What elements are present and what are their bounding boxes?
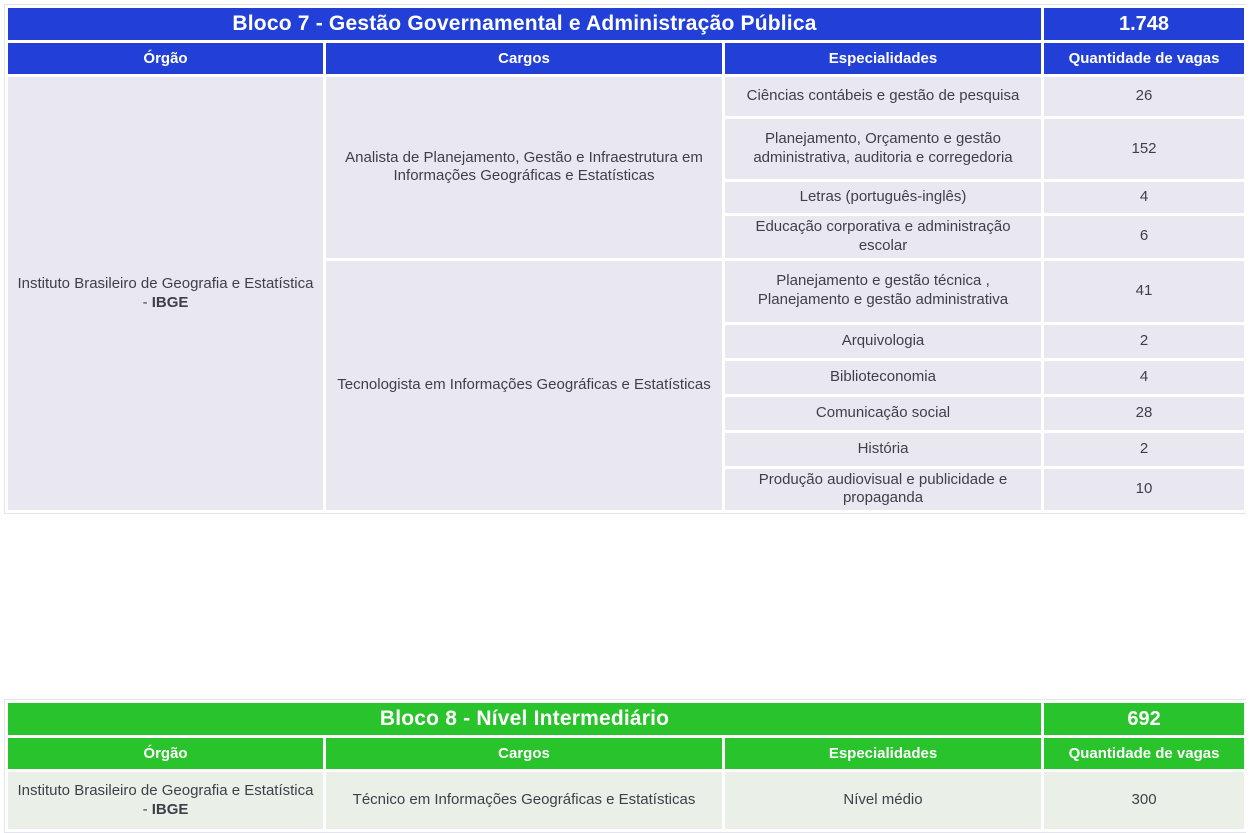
- bloco8-title: Bloco 8 - Nível Intermediário: [8, 703, 1041, 735]
- especialidade-cell: História: [725, 433, 1041, 466]
- bloco8-table-container: [4, 699, 1246, 833]
- vagas-cell: 4: [1044, 182, 1244, 213]
- especialidade-cell: Produção audiovisual e publicidade e propaganda: [725, 469, 1041, 511]
- bloco8-title-row: [8, 703, 1244, 735]
- bloco7-table: [5, 5, 1247, 513]
- especialidade-cell: Nível médio: [725, 772, 1041, 829]
- bloco8-table: [5, 700, 1247, 832]
- bloco7-col-header-quantidade: Quantidade de vagas: [1044, 43, 1244, 74]
- white-gap: [0, 514, 1250, 699]
- vagas-cell: 300: [1044, 772, 1244, 829]
- bloco7-orgao-cell: [8, 77, 323, 510]
- bloco8-column-header-row: [8, 738, 1244, 769]
- especialidade-cell: Biblioteconomia: [725, 361, 1041, 394]
- especialidade-cell: Arquivologia: [725, 325, 1041, 358]
- bloco8-orgao-cell: [8, 772, 323, 829]
- vagas-cell: 28: [1044, 397, 1244, 430]
- bloco7-col-header-cargos: Cargos: [326, 43, 722, 74]
- vagas-cell: 26: [1044, 77, 1244, 116]
- especialidade-cell: Educação corporativa e administração escolar: [725, 216, 1041, 258]
- bloco7-column-header-row: [8, 43, 1244, 74]
- table-row: [8, 772, 1244, 829]
- vagas-cell: 6: [1044, 216, 1244, 258]
- especialidade-cell: Planejamento, Orçamento e gestão administrativa, auditoria e corregedoria: [725, 119, 1041, 179]
- bloco8-col-header-especialidades: Especialidades: [725, 738, 1041, 769]
- orgao-name: Instituto Brasileiro de Geografia e Estatística -: [17, 274, 314, 311]
- especialidade-cell: Ciências contábeis e gestão de pesquisa: [725, 77, 1041, 116]
- vagas-cell: 152: [1044, 119, 1244, 179]
- bloco7-title-row: [8, 8, 1244, 40]
- bloco7-col-header-orgao: Órgão: [8, 43, 323, 74]
- vagas-cell: 2: [1044, 433, 1244, 466]
- vagas-cell: 4: [1044, 361, 1244, 394]
- bloco7-cargo-tecnologista-cell: Tecnologista em Informações Geográficas e Estatísticas: [326, 261, 722, 511]
- vagas-cell: 41: [1044, 261, 1244, 322]
- vagas-cell: 10: [1044, 469, 1244, 511]
- bloco8-col-header-quantidade: Quantidade de vagas: [1044, 738, 1244, 769]
- bloco8-col-header-orgao: Órgão: [8, 738, 323, 769]
- bloco7-total-vagas: 1.748: [1044, 8, 1244, 40]
- bloco7-col-header-especialidades: Especialidades: [725, 43, 1041, 74]
- bloco8-col-header-cargos: Cargos: [326, 738, 722, 769]
- orgao-name: Instituto Brasileiro de Geografia e Estatística -: [17, 781, 314, 818]
- orgao-acronym: IBGE: [151, 800, 189, 818]
- vagas-cell: 2: [1044, 325, 1244, 358]
- especialidade-cell: Comunicação social: [725, 397, 1041, 430]
- bloco8-total-vagas: 692: [1044, 703, 1244, 735]
- bloco8-cargo-cell: Técnico em Informações Geográficas e Estatísticas: [326, 772, 722, 829]
- bloco7-table-container: [4, 4, 1246, 514]
- table-row: [8, 77, 1244, 116]
- especialidade-cell: Letras (português-inglês): [725, 182, 1041, 213]
- orgao-acronym: IBGE: [151, 293, 189, 311]
- bloco7-title: Bloco 7 - Gestão Governamental e Administração Pública: [8, 8, 1041, 40]
- especialidade-cell: Planejamento e gestão técnica , Planejamento e gestão administrativa: [725, 261, 1041, 322]
- bloco7-cargo-analista-cell: Analista de Planejamento, Gestão e Infraestrutura em Informações Geográficas e Estatísticas: [326, 77, 722, 258]
